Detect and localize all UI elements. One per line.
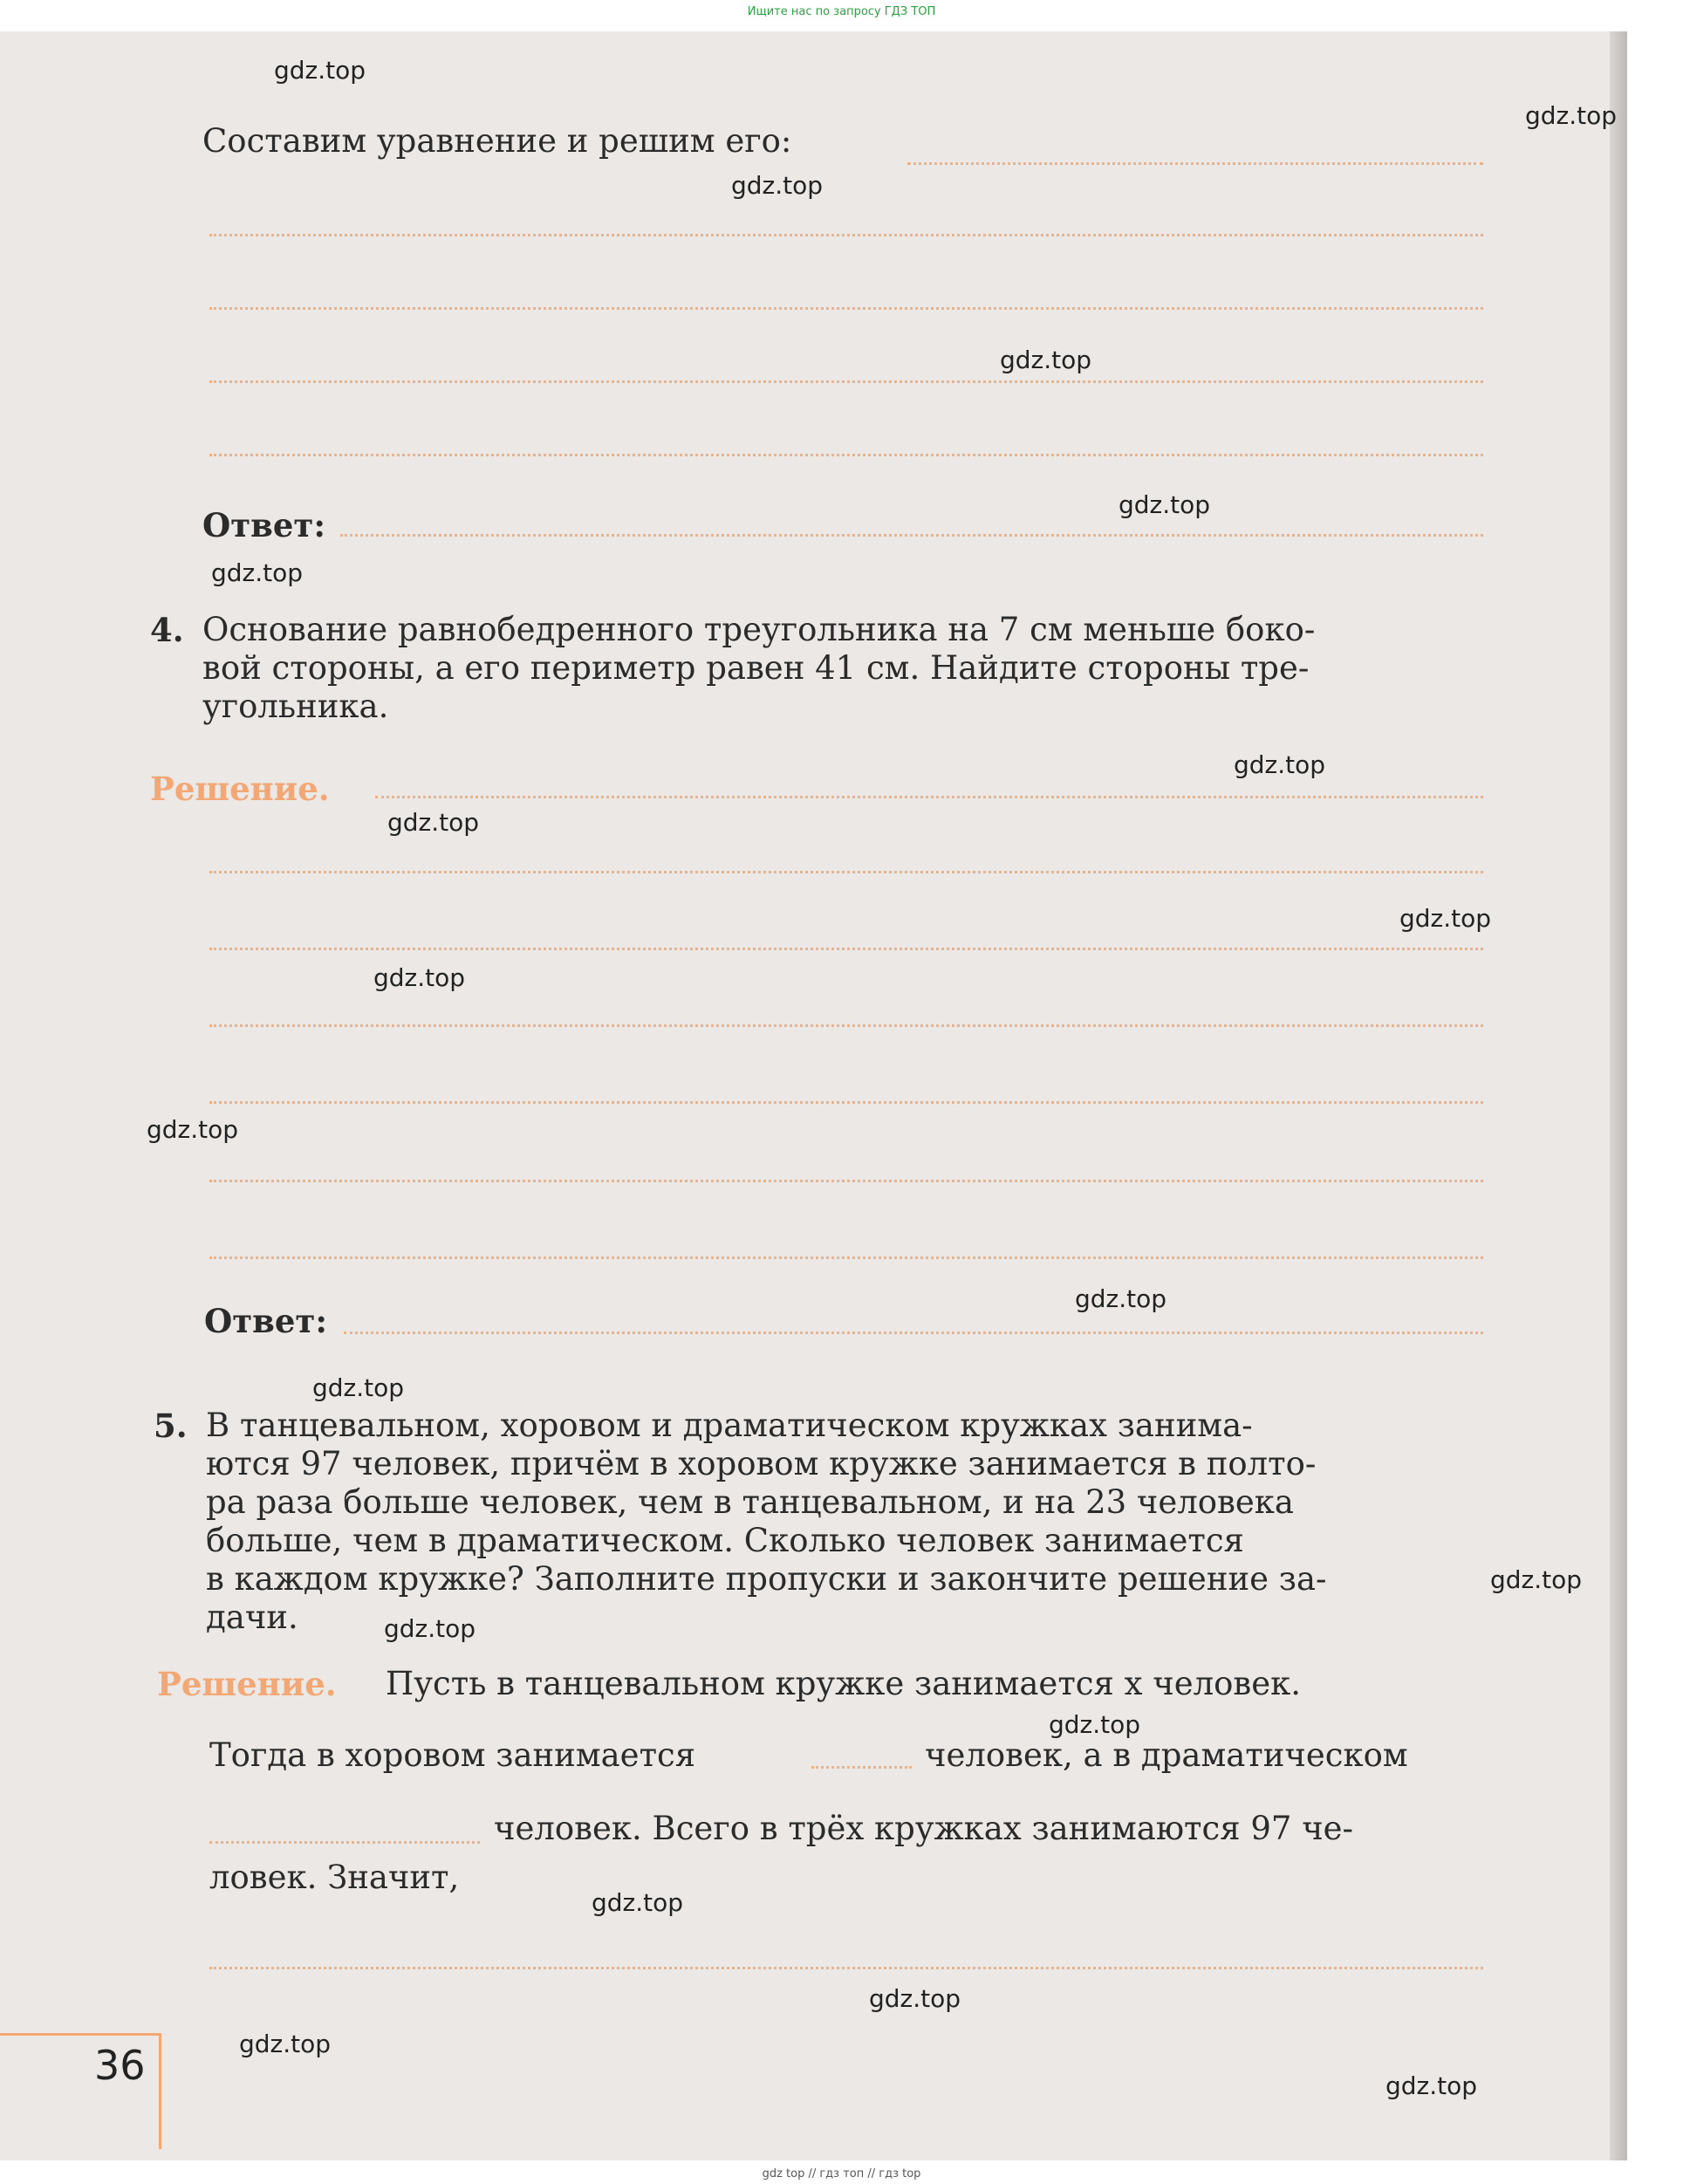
watermark: gdz.top xyxy=(274,56,366,85)
task5-line5: в каждом кружке? Заполните пропуски и закончите решение за- xyxy=(206,1560,1327,1598)
watermark: gdz.top xyxy=(147,1115,239,1144)
page-edge xyxy=(1610,31,1627,2160)
task4-line3: угольника. xyxy=(202,688,389,725)
answer-line[interactable] xyxy=(209,307,1483,310)
page-number: 36 xyxy=(94,2042,146,2089)
solution-label: Решение. xyxy=(150,770,330,808)
watermark: gdz.top xyxy=(239,2030,332,2058)
answer-line[interactable] xyxy=(209,380,1483,383)
intro-line: Составим уравнение и решим его: xyxy=(202,122,792,160)
watermark: gdz.top xyxy=(1049,1710,1141,1739)
watermark: gdz.top xyxy=(1385,2071,1478,2100)
watermark: gdz.top xyxy=(1075,1284,1167,1313)
task5-line4: больше, чем в драматическом. Сколько человек занимается xyxy=(206,1522,1244,1559)
task4-line1: Основание равнобедренного треугольника на 7 см меньше боко- xyxy=(202,611,1316,648)
solution-label: Решение. xyxy=(157,1665,337,1703)
watermark: gdz.top xyxy=(387,808,480,837)
task5-sol-line2a: Тогда в хоровом занимается xyxy=(209,1736,696,1774)
answer-line[interactable] xyxy=(209,234,1483,236)
watermark: gdz.top xyxy=(373,963,466,992)
watermark: gdz.top xyxy=(1119,490,1211,519)
answer-line[interactable] xyxy=(209,1101,1483,1104)
task4-line2: вой стороны, а его периметр равен 41 см. Найдите стороны тре- xyxy=(202,649,1310,687)
task5-sol-line2b: человек, а в драматическом xyxy=(925,1736,1408,1774)
answer-line[interactable] xyxy=(209,1256,1483,1259)
answer-line[interactable] xyxy=(907,162,1483,165)
watermark: gdz.top xyxy=(1525,101,1618,130)
drama-count-blank[interactable] xyxy=(209,1841,480,1844)
watermark: gdz.top xyxy=(384,1614,476,1643)
answer-line[interactable] xyxy=(209,871,1483,873)
task5-line1: В танцевальном, хоровом и драматическом кружках занима- xyxy=(206,1407,1253,1444)
answer-label: Ответ: xyxy=(202,506,325,544)
task5-sol-line4: ловек. Значит, xyxy=(209,1859,460,1896)
answer-line[interactable] xyxy=(375,796,1483,798)
watermark: gdz.top xyxy=(1234,750,1326,779)
task5-number: 5. xyxy=(154,1407,188,1445)
watermark: gdz.top xyxy=(1490,1565,1583,1594)
task4-number: 4. xyxy=(150,611,184,649)
watermark: gdz.top xyxy=(592,1888,684,1917)
answer-label: Ответ: xyxy=(204,1302,327,1340)
top-note: Ищите нас по запросу ГДЗ ТОП xyxy=(747,5,936,18)
watermark: gdz.top xyxy=(869,1984,961,2013)
task5-line2: ются 97 человек, причём в хоровом кружке занимается в полто- xyxy=(206,1445,1317,1482)
watermark: gdz.top xyxy=(312,1373,405,1402)
answer-line[interactable] xyxy=(209,1180,1483,1182)
answer-line[interactable] xyxy=(340,534,1483,537)
watermark: gdz.top xyxy=(211,558,304,587)
task5-sol-line1: Пусть в танцевальном кружке занимается x человек. xyxy=(386,1665,1301,1702)
answer-line[interactable] xyxy=(209,1024,1483,1027)
task5-line6: дачи. xyxy=(206,1599,298,1636)
watermark: gdz.top xyxy=(1399,904,1492,933)
watermark: gdz.top xyxy=(731,171,824,200)
answer-line[interactable] xyxy=(209,948,1483,950)
bottom-note: gdz top // гдз топ // гдз top xyxy=(762,2167,921,2181)
task5-sol-line3: человек. Всего в трёх кружках занимаются 97 че- xyxy=(494,1810,1354,1847)
hor-count-blank[interactable] xyxy=(811,1766,912,1769)
answer-line[interactable] xyxy=(344,1332,1483,1334)
task5-line3: ра раза больше человек, чем в танцевальном, и на 23 человека xyxy=(206,1483,1294,1521)
answer-line[interactable] xyxy=(209,454,1483,456)
answer-line[interactable] xyxy=(209,1967,1483,1969)
watermark: gdz.top xyxy=(1000,346,1092,374)
